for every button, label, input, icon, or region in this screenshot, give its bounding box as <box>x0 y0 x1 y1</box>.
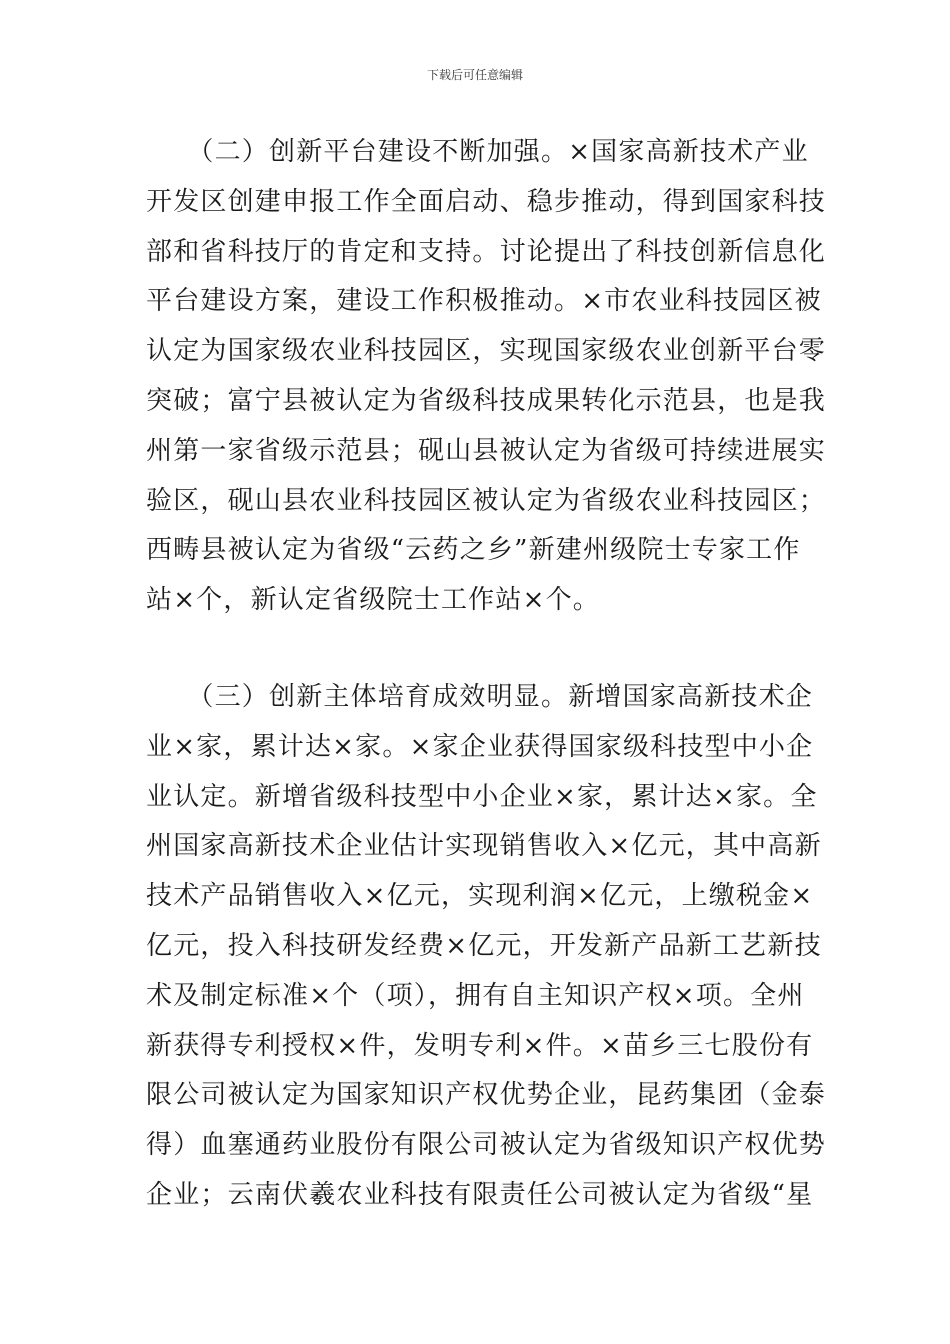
paragraph-line: 西畴县被认定为省级“云药之乡”新建州级院士专家工作 <box>146 535 801 566</box>
paragraph-line: 术及制定标准×个（项），拥有自主知识产权×项。全州 <box>146 980 805 1011</box>
paragraph-line: 验区，砚山县农业科技园区被认定为省级农业科技园区； <box>146 485 827 516</box>
paragraph-line: 州国家高新技术企业估计实现销售收入×亿元，其中高新 <box>146 831 822 862</box>
paragraph-line: 企业；云南伏羲农业科技有限责任公司被认定为省级“星 <box>146 1179 814 1210</box>
paragraph-line: 突破；富宁县被认定为省级科技成果转化示范县，也是我 <box>146 385 827 416</box>
paragraph-line: 限公司被认定为国家知识产权优势企业，昆药集团（金泰 <box>146 1080 827 1111</box>
paragraph-line: 业×家，累计达×家。×家企业获得国家级科技型中小企 <box>146 731 814 762</box>
paragraph-section-3 <box>146 673 827 1221</box>
paragraph-line: 开发区创建申报工作全面启动、稳步推动，得到国家科技 <box>146 186 827 217</box>
paragraph-line: （三）创新主体培育成效明显。新增国家高新技术企 <box>146 682 814 712</box>
paragraph-line: 技术产品销售收入×亿元，实现利润×亿元，上缴税金× <box>146 881 814 912</box>
paragraph-line: 得）血塞通药业股份有限公司被认定为省级知识产权优势 <box>146 1130 827 1161</box>
paragraph-line: （二）创新平台建设不断加强。×国家高新技术产业 <box>146 137 809 167</box>
page-header: 下载后可任意编辑 <box>426 68 523 82</box>
paragraph-line: 亿元，投入科技研发经费×亿元，开发新产品新工艺新技 <box>146 930 822 961</box>
paragraph-line: 州第一家省级示范县；砚山县被认定为省级可持续进展实 <box>146 435 827 466</box>
paragraph-line: 认定为国家级农业科技园区，实现国家级农业创新平台零 <box>146 336 827 367</box>
paragraph-line: 部和省科技厅的肯定和支持。讨论提出了科技创新信息化 <box>146 236 827 267</box>
paragraph-line: 业认定。新增省级科技型中小企业×家，累计达×家。全 <box>146 781 818 812</box>
paragraph-line: 新获得专利授权×件，发明专利×件。×苗乡三七股份有 <box>146 1030 814 1061</box>
paragraph-section-2 <box>146 128 827 626</box>
paragraph-line: 站×个，新认定省级院士工作站×个。 <box>146 585 600 616</box>
paragraph-line: 平台建设方案，建设工作积极推动。×市农业科技园区被 <box>146 286 822 317</box>
